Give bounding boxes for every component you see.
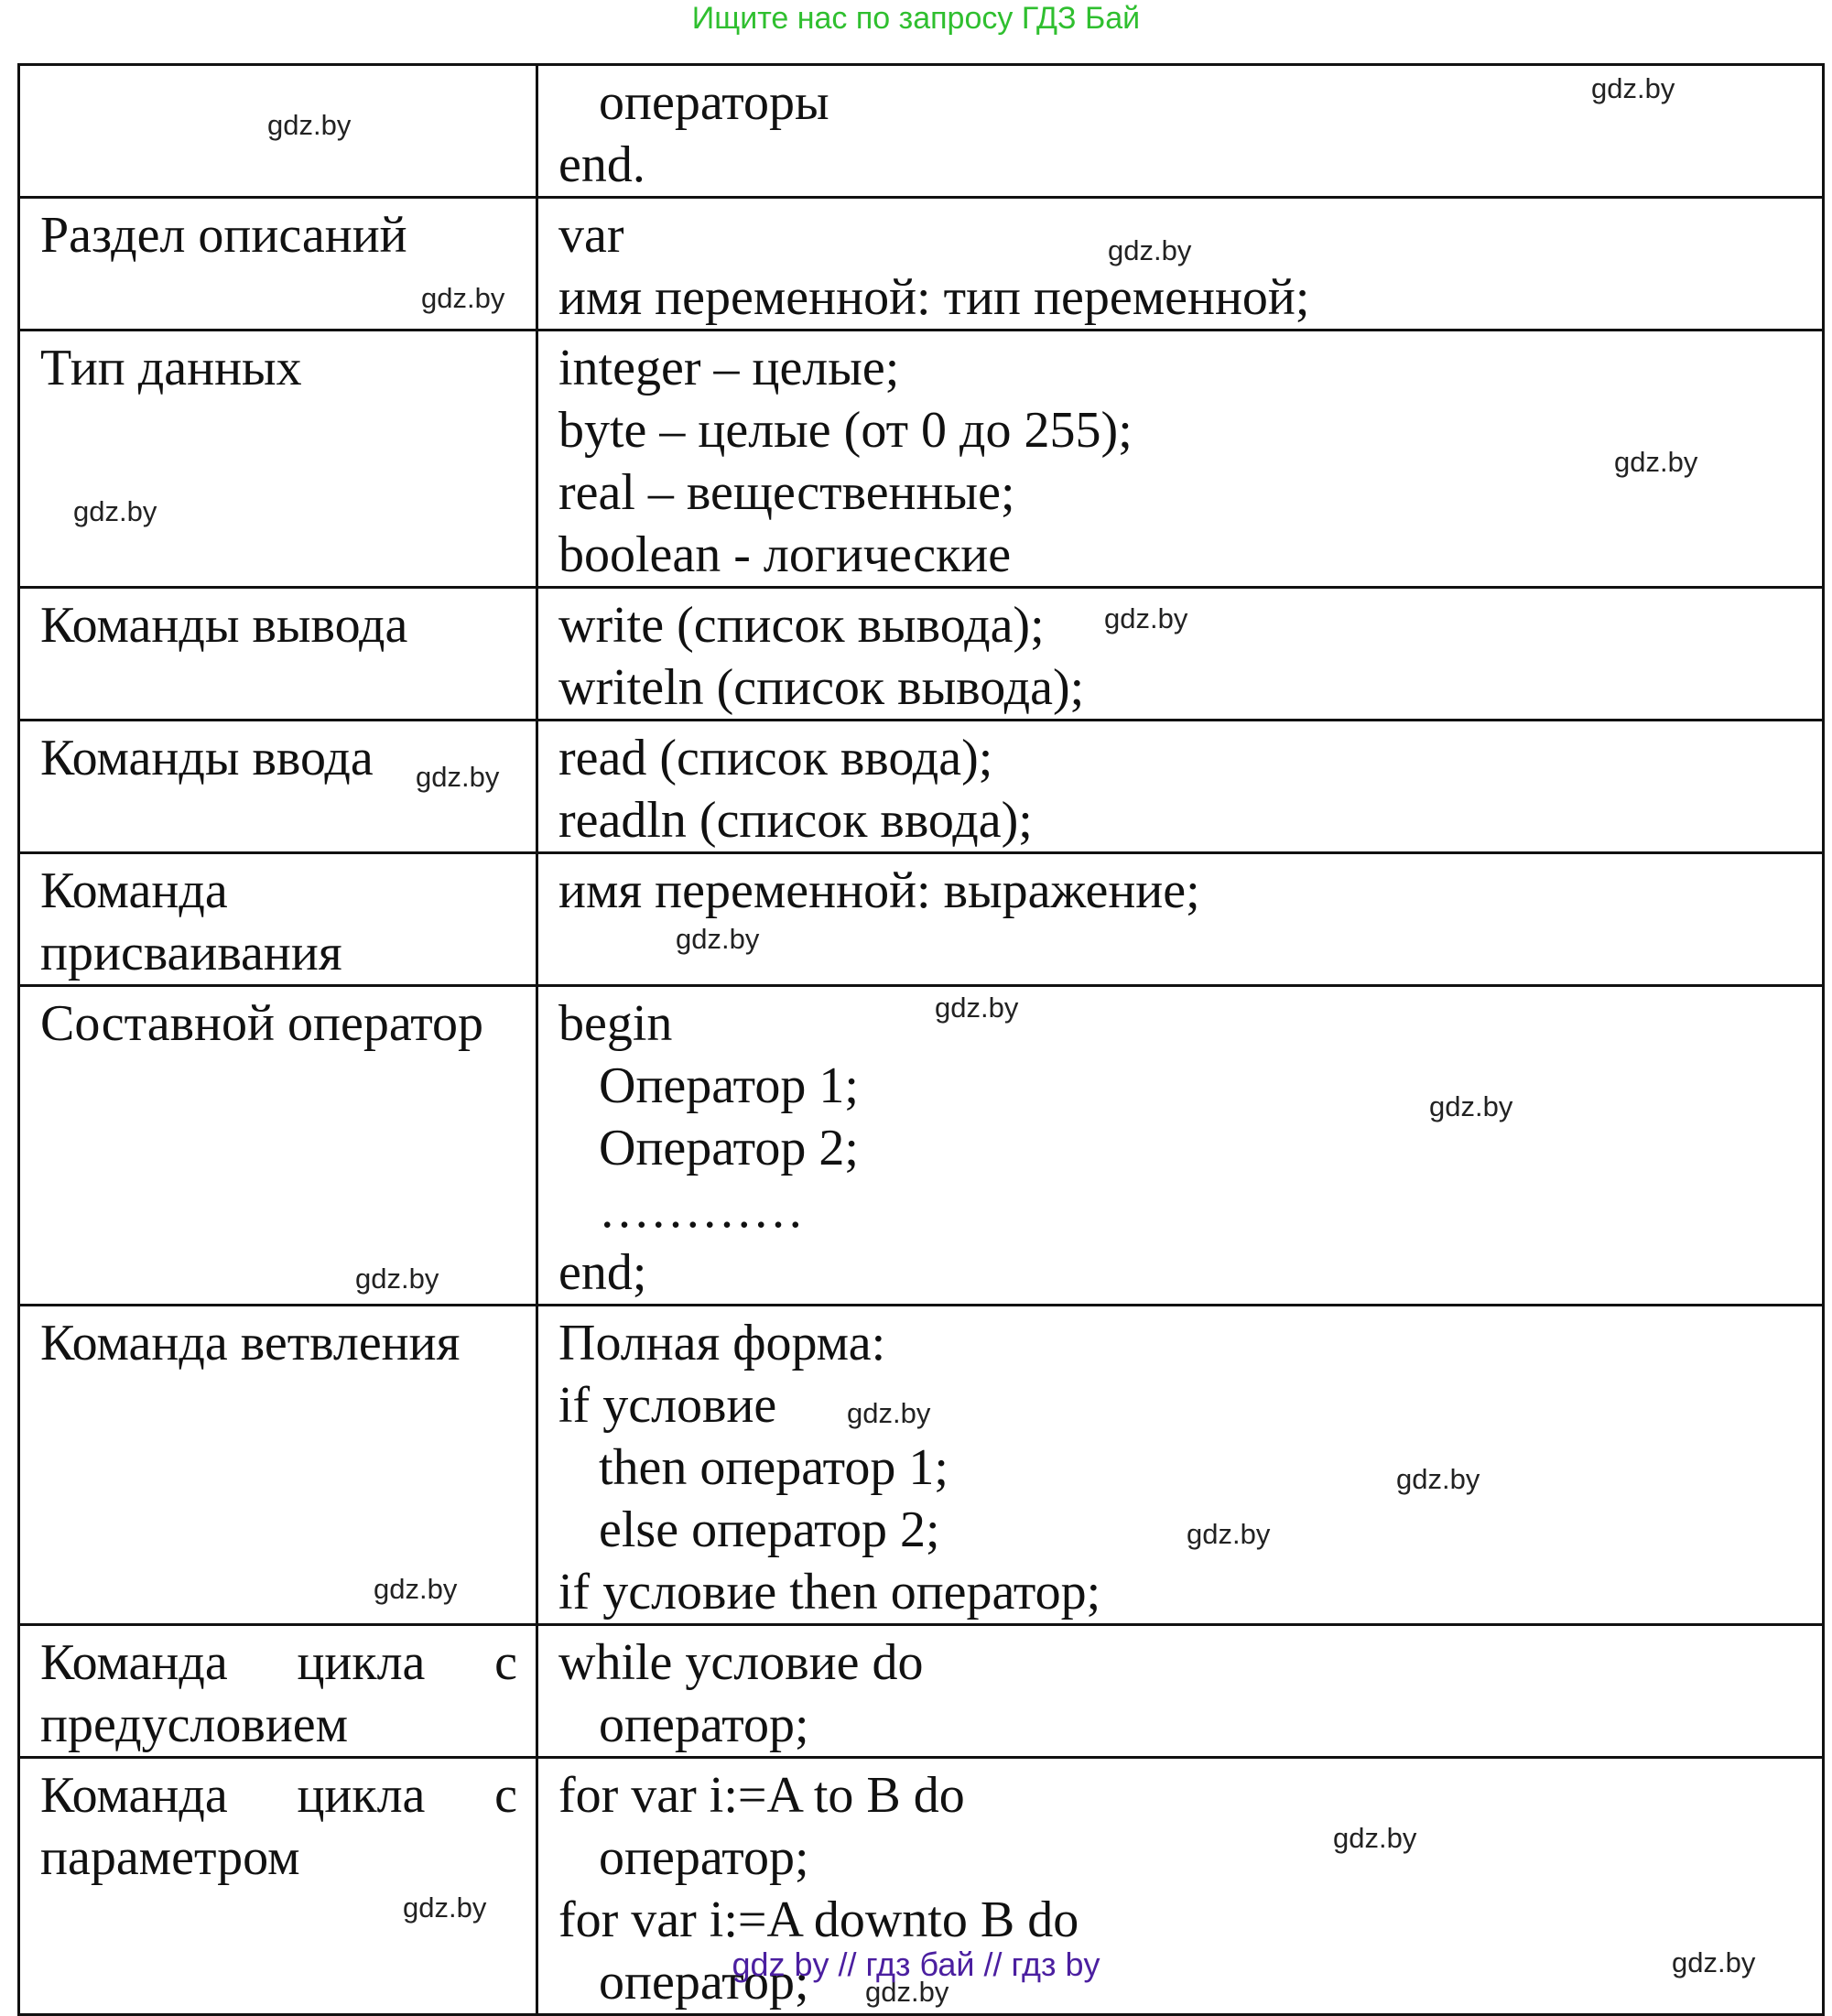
watermark: gdz.by: [267, 109, 352, 141]
label-cell: [19, 65, 537, 198]
watermark: gdz.by: [374, 1573, 458, 1605]
watermark: gdz.by: [421, 282, 505, 314]
watermark: gdz.by: [1333, 1822, 1417, 1854]
label-cell: [19, 721, 537, 853]
code-line: end;: [558, 1244, 647, 1301]
code-line: var: [558, 207, 624, 264]
code-line: readln (список ввода);: [558, 792, 1033, 849]
code-line: Оператор 1;: [599, 1057, 859, 1114]
row-label: Команда цикла с предусловием: [40, 1634, 517, 1753]
code-cell: [537, 986, 1824, 1306]
code-line: Полная форма:: [558, 1315, 886, 1371]
code-line: оператор;: [599, 1829, 809, 1886]
code-line: оператор;: [599, 1696, 809, 1753]
table-row: [19, 588, 1824, 721]
code-line: writeln (список вывода);: [558, 659, 1085, 716]
code-line: integer – целые;: [558, 340, 900, 396]
row-label: Составной оператор: [40, 995, 483, 1052]
table-row: [19, 331, 1824, 588]
row-label: Команда ветвления: [40, 1315, 461, 1371]
table-row: [19, 65, 1824, 198]
table-row: [19, 986, 1824, 1306]
label-cell: [19, 986, 537, 1306]
code-line: for var i:=A to B do: [558, 1767, 965, 1824]
watermark: gdz.by: [935, 992, 1019, 1024]
code-cell: [537, 198, 1824, 331]
table-row: [19, 721, 1824, 853]
row-label: Команда присваивания: [40, 862, 342, 981]
code-line: end.: [558, 136, 645, 193]
watermark: gdz.by: [1396, 1463, 1480, 1495]
code-line: оператор;: [599, 1954, 809, 2011]
watermark: gdz.by: [847, 1397, 931, 1429]
code-cell: [537, 1306, 1824, 1625]
label-cell: [19, 198, 537, 331]
code-line: while условие do: [558, 1634, 924, 1691]
code-line: if условие then оператор;: [558, 1564, 1101, 1620]
watermark: gdz.by: [1104, 602, 1188, 634]
row-label: Тип данных: [40, 340, 302, 396]
code-line: else оператор 2;: [599, 1501, 940, 1558]
code-line: boolean - логические: [558, 526, 1012, 583]
watermark: gdz.by: [1672, 1946, 1756, 1978]
table-row: [19, 853, 1824, 986]
row-label: Раздел описаний: [40, 207, 407, 264]
code-line: for var i:=A downto B do: [558, 1891, 1079, 1948]
code-cell: [537, 853, 1824, 986]
watermark: gdz.by: [1108, 234, 1192, 266]
code-line: Оператор 2;: [599, 1120, 859, 1176]
watermark: gdz.by: [403, 1891, 487, 1924]
watermark: gdz.by: [355, 1263, 439, 1295]
code-line: if условие: [558, 1377, 777, 1434]
code-line: then оператор 1;: [599, 1439, 949, 1496]
site-footer: gdz by // гдз бай // гдз by: [732, 1946, 1100, 1983]
row-label: Команды вывода: [40, 597, 408, 654]
table-row: [19, 1306, 1824, 1625]
watermark: gdz.by: [416, 761, 500, 793]
code-line: real – вещественные;: [558, 464, 1015, 521]
watermark: gdz.by: [1187, 1518, 1271, 1550]
watermark: gdz.by: [1591, 72, 1675, 104]
reference-table: [17, 63, 1825, 2016]
watermark: gdz.by: [676, 923, 760, 955]
site-header: Ищите нас по запросу ГДЗ Бай: [691, 1, 1141, 36]
code-line: begin: [558, 995, 673, 1052]
label-cell: [19, 1306, 537, 1625]
row-label: Команда цикла с параметром: [40, 1767, 517, 1886]
code-line: byte – целые (от 0 до 255);: [558, 402, 1133, 459]
label-cell: [19, 331, 537, 588]
code-cell: [537, 65, 1824, 198]
code-cell: [537, 331, 1824, 588]
watermark: gdz.by: [1429, 1090, 1513, 1122]
label-cell: [19, 1625, 537, 1758]
code-line: read (список ввода);: [558, 730, 993, 786]
row-label: Команды ввода: [40, 730, 374, 786]
code-line: операторы: [599, 74, 829, 131]
label-cell: [19, 588, 537, 721]
code-line: write (список вывода);: [558, 597, 1045, 654]
watermark: gdz.by: [73, 495, 157, 527]
code-line: имя переменной: тип переменной;: [558, 269, 1310, 326]
label-cell: [19, 853, 537, 986]
code-cell: [537, 1625, 1824, 1758]
code-line: …………: [599, 1182, 804, 1239]
table-row: [19, 1625, 1824, 1758]
watermark: gdz.by: [865, 1976, 949, 2008]
watermark: gdz.by: [1614, 446, 1698, 478]
code-cell: [537, 721, 1824, 853]
code-line: имя переменной: выражение;: [558, 862, 1200, 919]
code-cell: [537, 588, 1824, 721]
table-row: [19, 198, 1824, 331]
